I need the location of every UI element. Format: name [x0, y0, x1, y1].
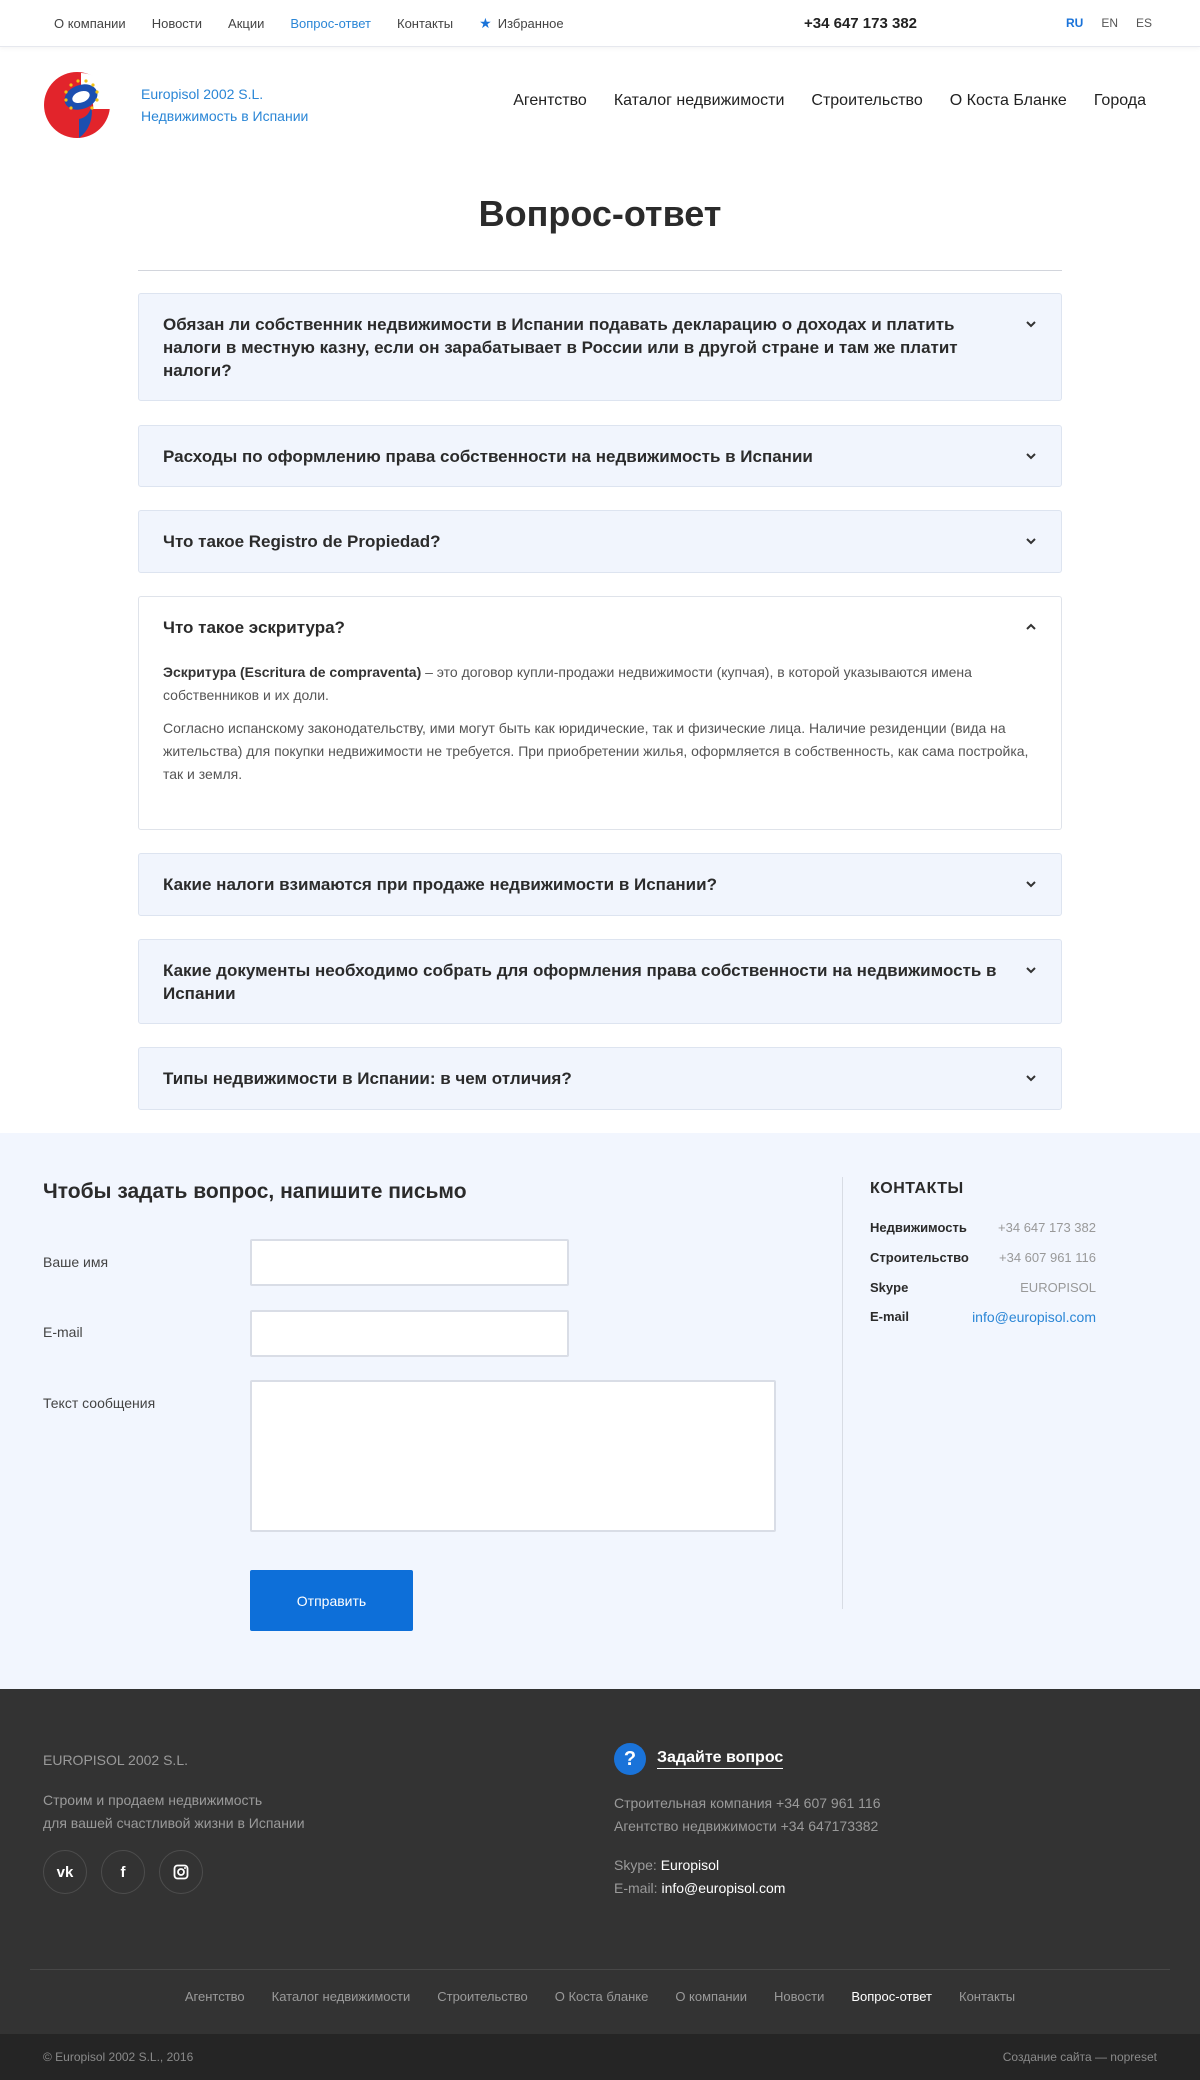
contact-email-link[interactable]: info@europisol.com — [972, 1309, 1096, 1325]
footer-divider — [30, 1969, 1170, 1970]
lang-ru[interactable]: RU — [1065, 16, 1084, 30]
main-nav — [513, 92, 1146, 110]
top-phone[interactable]: +34 647 173 382 — [804, 14, 918, 32]
footer-skype-value[interactable]: Europisol — [660, 1857, 720, 1873]
faq-item[interactable] — [138, 853, 1062, 916]
chevron-down-icon — [1023, 962, 1039, 978]
question-bubble-icon: ? — [614, 1743, 646, 1775]
facebook-icon[interactable]: f — [101, 1850, 145, 1894]
contact-value[interactable]: +34 607 961 116 — [999, 1250, 1096, 1265]
footer-agency-phone[interactable]: Агентство недвижимости +34 647173382 — [614, 1818, 879, 1834]
submit-button[interactable]: Отправить — [250, 1570, 413, 1631]
main-nav-costa-blanca[interactable]: О Коста Бланке — [949, 92, 1067, 109]
chevron-up-icon — [1023, 619, 1039, 635]
contact-row-email — [870, 1309, 1096, 1325]
footer-nav-contacts[interactable]: Контакты — [959, 1989, 1016, 2004]
footer-email-label: E-mail: — [614, 1880, 662, 1896]
footer-slogan-line: Строим и продаем недвижимость — [43, 1792, 263, 1808]
faq-item[interactable] — [138, 293, 1062, 401]
faq-answer-paragraph — [163, 661, 1033, 707]
brand-name: Europisol 2002 S.L. — [141, 86, 264, 102]
section-divider — [842, 1177, 843, 1609]
form-title: Чтобы задать вопрос, напишите письмо — [43, 1180, 467, 1203]
contacts-title: КОНТАКТЫ — [870, 1180, 964, 1197]
message-label: Текст сообщения — [43, 1395, 156, 1411]
contact-row-skype — [870, 1280, 1096, 1295]
language-switcher — [1066, 0, 1152, 46]
site-footer — [0, 1689, 1200, 2034]
faq-question: Обязан ли собственник недвижимости в Испании подавать декларацию о доходах и платить налоги в местную казну, если он зарабатывает в России или в другой стране и там же платит налоги? — [163, 315, 958, 380]
brand-tagline: Недвижимость в Испании — [141, 108, 309, 124]
footer-slogan-line: для вашей счастливой жизни в Испании — [43, 1815, 305, 1831]
faq-item[interactable] — [138, 510, 1062, 573]
faq-question: Какие налоги взимаются при продаже недвижимости в Испании? — [163, 875, 717, 894]
faq-question: Типы недвижимости в Испании: в чем отличия? — [163, 1069, 572, 1088]
main-nav-cities[interactable]: Города — [1093, 92, 1146, 109]
footer-contacts — [614, 1854, 785, 1900]
email-input[interactable] — [250, 1310, 569, 1357]
name-label: Ваше имя — [43, 1254, 109, 1270]
faq-question: Что такое эскритура? — [163, 618, 345, 637]
contact-row-construction — [870, 1250, 1096, 1265]
top-nav-promotions[interactable]: Акции — [228, 15, 265, 31]
faq-answer — [163, 661, 1033, 796]
chevron-down-icon — [1023, 533, 1039, 549]
bottom-bar — [0, 2034, 1200, 2080]
footer-nav-construction[interactable]: Строительство — [437, 1989, 528, 2004]
site-header — [0, 47, 1200, 162]
lang-en[interactable]: EN — [1101, 16, 1118, 30]
main-nav-catalog[interactable]: Каталог недвижимости — [613, 92, 785, 109]
top-nav-about[interactable]: О компании — [54, 15, 126, 31]
favorites-label: Избранное — [497, 15, 564, 31]
faq-item[interactable] — [138, 939, 1062, 1024]
contact-key: E-mail — [870, 1309, 910, 1324]
contact-row-realty — [870, 1220, 1096, 1235]
footer-skype — [614, 1854, 785, 1877]
chevron-down-icon — [1023, 316, 1039, 332]
main-nav-agency[interactable]: Агентство — [513, 92, 587, 109]
ask-question-label: Задайте вопрос — [657, 1749, 783, 1769]
contact-value[interactable]: +34 647 173 382 — [998, 1220, 1096, 1235]
faq-item[interactable] — [138, 1047, 1062, 1110]
footer-nav — [0, 1989, 1200, 2004]
top-nav-faq[interactable]: Вопрос-ответ — [290, 15, 371, 31]
top-nav-contacts[interactable]: Контакты — [397, 15, 454, 31]
footer-nav-faq[interactable]: Вопрос-ответ — [851, 1989, 932, 2004]
contact-key: Skype — [870, 1280, 909, 1295]
name-input[interactable] — [250, 1239, 569, 1286]
contact-value[interactable]: EUROPISOL — [1020, 1280, 1096, 1295]
email-label: E-mail — [43, 1324, 83, 1340]
faq-question: Что такое Registro de Propiedad? — [163, 532, 441, 551]
footer-email-value[interactable]: info@europisol.com — [661, 1880, 786, 1896]
footer-nav-about[interactable]: О компании — [675, 1989, 748, 2004]
ask-question-link[interactable] — [614, 1743, 783, 1775]
top-nav-news[interactable]: Новости — [151, 15, 203, 31]
faq-answer-paragraph: Согласно испанскому законодательству, ими могут быть как юридические, так и физические лица. Наличие резиденции (вида на жительства) для покупки недвижимости не требуется. При приобретении жилья, оформляется в собственность, как сама постройка, так и земля. — [163, 720, 1029, 782]
made-by-link[interactable]: Создание сайта — nopreset — [1002, 2050, 1157, 2064]
top-bar — [0, 0, 1200, 47]
footer-nav-costa-blanca[interactable]: О Коста бланке — [554, 1989, 649, 2004]
chevron-down-icon — [1023, 1070, 1039, 1086]
faq-item-expanded[interactable] — [138, 596, 1062, 830]
faq-question: Расходы по оформлению права собственности на недвижимость в Испании — [163, 447, 813, 466]
copyright: © Europisol 2002 S.L., 2016 — [43, 2050, 194, 2064]
chevron-down-icon — [1023, 876, 1039, 892]
brand-text[interactable] — [141, 83, 308, 127]
faq-item[interactable] — [138, 425, 1062, 487]
faq-answer-text: – это договор купли-продажи недвижимости (купчая), в которой указываются имена собственников и их доли. — [163, 664, 972, 703]
footer-company: EUROPISOL 2002 S.L. — [43, 1752, 188, 1768]
lang-es[interactable]: ES — [1135, 16, 1152, 30]
footer-construction-phone[interactable]: Строительная компания +34 607 961 116 — [614, 1795, 881, 1811]
top-nav — [54, 0, 590, 46]
contact-section — [0, 1133, 1200, 1689]
star-icon: ★ — [479, 14, 492, 31]
footer-nav-agency[interactable]: Агентство — [184, 1989, 245, 2004]
main-nav-construction[interactable]: Строительство — [811, 92, 923, 109]
faq-question: Какие документы необходимо собрать для оформления права собственности на недвижимость в Испании — [163, 961, 997, 1003]
footer-slogan — [43, 1789, 305, 1835]
europisol-logo-icon[interactable] — [43, 69, 115, 139]
footer-skype-label: Skype: — [614, 1857, 661, 1873]
footer-nav-catalog[interactable]: Каталог недвижимости — [271, 1989, 411, 2004]
footer-nav-news[interactable]: Новости — [774, 1989, 825, 2004]
page-title: Вопрос-ответ — [478, 193, 722, 234]
instagram-icon[interactable] — [159, 1850, 203, 1894]
footer-phones — [614, 1792, 880, 1838]
vk-icon[interactable]: vk — [43, 1850, 87, 1894]
footer-email — [614, 1877, 785, 1900]
instagram-glyph-icon — [173, 1864, 189, 1880]
faq-answer-term: Эскритура (Escritura de compraventa) — [163, 664, 422, 680]
contact-key: Недвижимость — [870, 1220, 967, 1235]
chevron-down-icon — [1023, 448, 1039, 464]
title-divider — [138, 270, 1062, 271]
message-textarea[interactable] — [250, 1380, 776, 1532]
contact-key: Строительство — [870, 1250, 969, 1265]
favorites-link[interactable] — [479, 15, 563, 32]
